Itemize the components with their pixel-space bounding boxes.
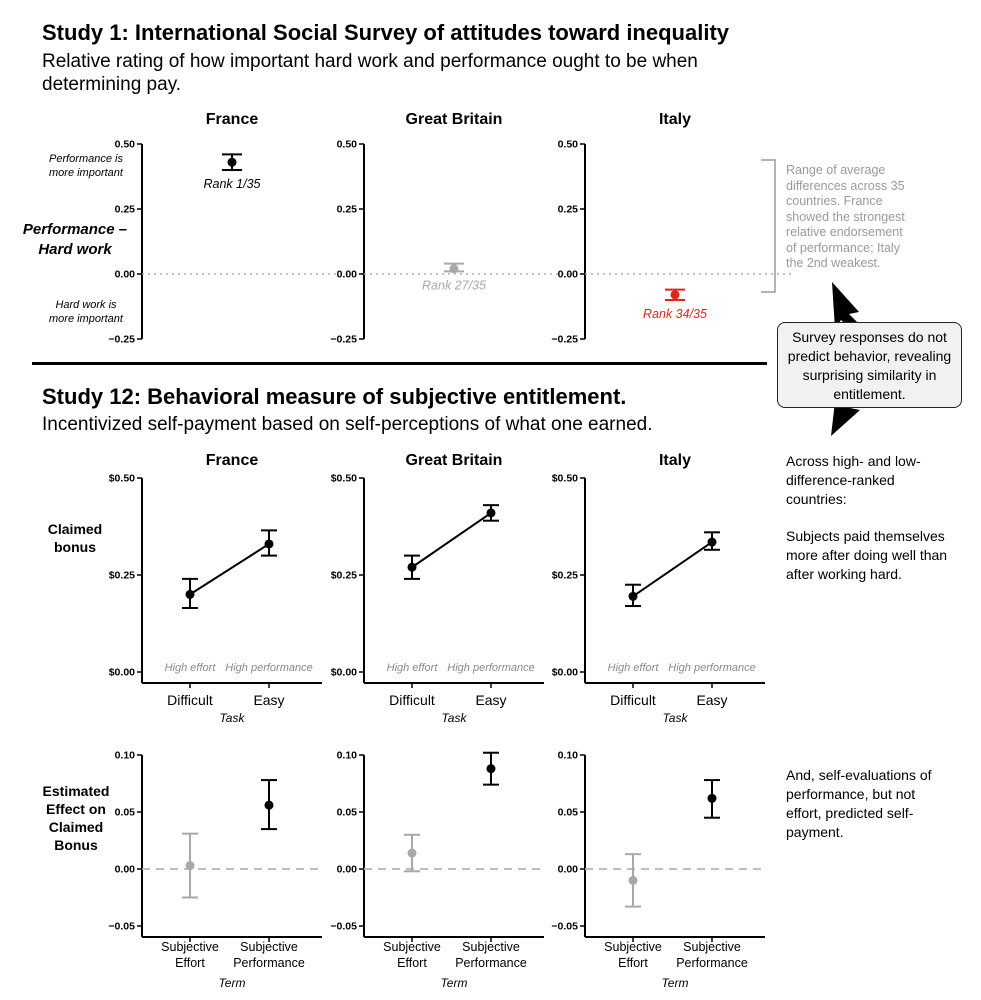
effect-x-label: Term (440, 976, 468, 990)
bonus-tick-label: $0.25 (551, 569, 578, 582)
study1-tick-label: 0.00 (557, 268, 578, 281)
effect-category-label-line2: Performance (676, 956, 748, 970)
effect-point (408, 849, 417, 858)
bonus-category-label: Easy (696, 692, 728, 708)
effect-tick-label: 0.05 (336, 806, 357, 819)
effect-category-label-line2: Effort (397, 956, 427, 970)
bonus-category-note: High performance (447, 662, 535, 674)
effect-ylabel: Estimated Effect on Claimed Bonus (42, 783, 110, 853)
effect-tick-label: −0.05 (108, 920, 135, 933)
bonus-point (629, 592, 638, 601)
study1-bottom-note: Hard work is more important (49, 299, 123, 325)
effect-x-label: Term (661, 976, 689, 990)
bonus-panel-title: Italy (658, 452, 692, 469)
bonus-series-line (412, 513, 491, 567)
bonus-point (186, 590, 195, 599)
study1-tick-label: 0.00 (114, 268, 135, 281)
bonus-category-label: Difficult (167, 692, 213, 708)
effect-category-label-line2: Effort (618, 956, 648, 970)
study1-tick-label: 0.50 (114, 138, 135, 151)
range-note: Range of average differences across 35 countries. France showed the strongest relative endorsement of performance; Italy the 2nd weakest. (786, 163, 905, 270)
effect-category-label-line1: Subjective (240, 940, 298, 954)
study1-panel-title: Great Britain (405, 111, 503, 128)
study1-ylabel: Performance – Hard work (22, 221, 128, 258)
effect-panel (330, 750, 544, 991)
effect-tick-label: 0.00 (114, 863, 135, 876)
bonus-tick-label: $0.50 (551, 472, 578, 485)
bonus-panel (109, 452, 322, 725)
bonus-series-line (190, 544, 269, 594)
bonus-ylabel: Claimed bonus (47, 521, 103, 555)
bonus-tick-label: $0.25 (330, 569, 357, 582)
study1-top-note: Performance is more important (49, 153, 123, 179)
effect-tick-label: 0.10 (114, 749, 135, 762)
effect-tick-label: 0.10 (557, 749, 578, 762)
study1-rank-label: Rank 27/35 (422, 278, 486, 293)
bonus-point (708, 538, 717, 547)
study12-subtitle: Incentivized self-payment based on self-perceptions of what one earned. (42, 414, 653, 435)
bonus-point (487, 508, 496, 517)
study1-tick-label: 0.25 (557, 203, 578, 216)
bonus-panel (331, 452, 544, 725)
effect-tick-label: 0.05 (557, 806, 578, 819)
study1-rank-label: Rank 34/35 (643, 307, 707, 321)
bonus-tick-label: $0.00 (551, 666, 578, 679)
effect-tick-label: 0.00 (557, 863, 578, 876)
bonus-tick-label: $0.00 (330, 666, 357, 679)
effect-category-label-line1: Subjective (462, 940, 520, 954)
bonus-panel (552, 452, 765, 725)
bonus-category-note: High effort (386, 662, 438, 674)
bonus-category-label: Difficult (610, 692, 656, 708)
bonus-panel-title: Great Britain (405, 452, 503, 469)
bonus-point (265, 539, 274, 548)
bonus-point (408, 563, 417, 572)
study1-tick-label: 0.50 (336, 138, 357, 151)
study1-tick-label: −0.25 (108, 333, 135, 346)
bonus-category-note: High performance (668, 662, 756, 674)
effect-category-label-line1: Subjective (683, 940, 741, 954)
study1-panel-title: France (205, 111, 259, 128)
callout-box: Survey responses do not predict behavior, revealing surprising similarity in entitlement. (777, 322, 962, 408)
note-subjects: Subjects paid themselves more after doing well than after working hard. (786, 528, 948, 582)
bonus-panel-title: France (205, 452, 259, 469)
effect-point (186, 861, 195, 870)
study12-title: Study 12: Behavioral measure of subjective entitlement. (42, 384, 627, 409)
bonus-tick-label: $0.50 (330, 472, 357, 485)
effect-point (708, 794, 717, 803)
study1-tick-label: 0.50 (557, 138, 578, 151)
note-across: Across high- and low-difference-ranked countries: (786, 453, 921, 507)
bonus-x-label: Task (441, 711, 467, 725)
bonus-category-label: Easy (475, 692, 507, 708)
bonus-tick-label: $0.25 (108, 569, 135, 582)
effect-category-label-line1: Subjective (161, 940, 219, 954)
bonus-category-note: High effort (164, 662, 216, 674)
bonus-x-label: Task (219, 711, 245, 725)
study1-rank-label: Rank 1/35 (203, 177, 261, 191)
study1-panel-title: Italy (658, 111, 692, 128)
effect-x-label: Term (218, 976, 246, 990)
bonus-series-line (633, 542, 712, 596)
effect-tick-label: −0.05 (330, 920, 357, 933)
study1-tick-label: −0.25 (330, 333, 357, 346)
bonus-category-note: High effort (607, 662, 659, 674)
bonus-x-label: Task (662, 711, 688, 725)
study1-tick-label: 0.25 (114, 203, 135, 216)
effect-point (487, 764, 496, 773)
effect-tick-label: 0.05 (114, 806, 135, 819)
effect-tick-label: 0.00 (336, 863, 357, 876)
note-self-eval: And, self-evaluations of performance, but not effort, predicted self-payment. (786, 767, 932, 840)
bonus-category-label: Difficult (389, 692, 435, 708)
bonus-category-label: Easy (253, 692, 285, 708)
effect-category-label-line1: Subjective (383, 940, 441, 954)
effect-category-label-line1: Subjective (604, 940, 662, 954)
study1-title: Study 1: International Social Survey of attitudes toward inequality (42, 20, 730, 45)
effect-tick-label: 0.10 (336, 749, 357, 762)
effect-category-label-line2: Effort (175, 956, 205, 970)
study1-tick-label: −0.25 (551, 333, 578, 346)
study1-tick-label: 0.00 (336, 268, 357, 281)
effect-tick-label: −0.05 (551, 920, 578, 933)
study1-tick-label: 0.25 (336, 203, 357, 216)
bonus-category-note: High performance (225, 662, 313, 674)
effect-panel (108, 750, 322, 991)
bonus-tick-label: $0.50 (108, 472, 135, 485)
effect-panel (551, 750, 765, 991)
effect-category-label-line2: Performance (233, 956, 305, 970)
effect-point (629, 876, 638, 885)
bonus-tick-label: $0.00 (108, 666, 135, 679)
effect-category-label-line2: Performance (455, 956, 527, 970)
study1-subtitle: Relative rating of how important hard work and performance ought to be when determining pay. (42, 51, 698, 95)
effect-point (265, 801, 274, 810)
